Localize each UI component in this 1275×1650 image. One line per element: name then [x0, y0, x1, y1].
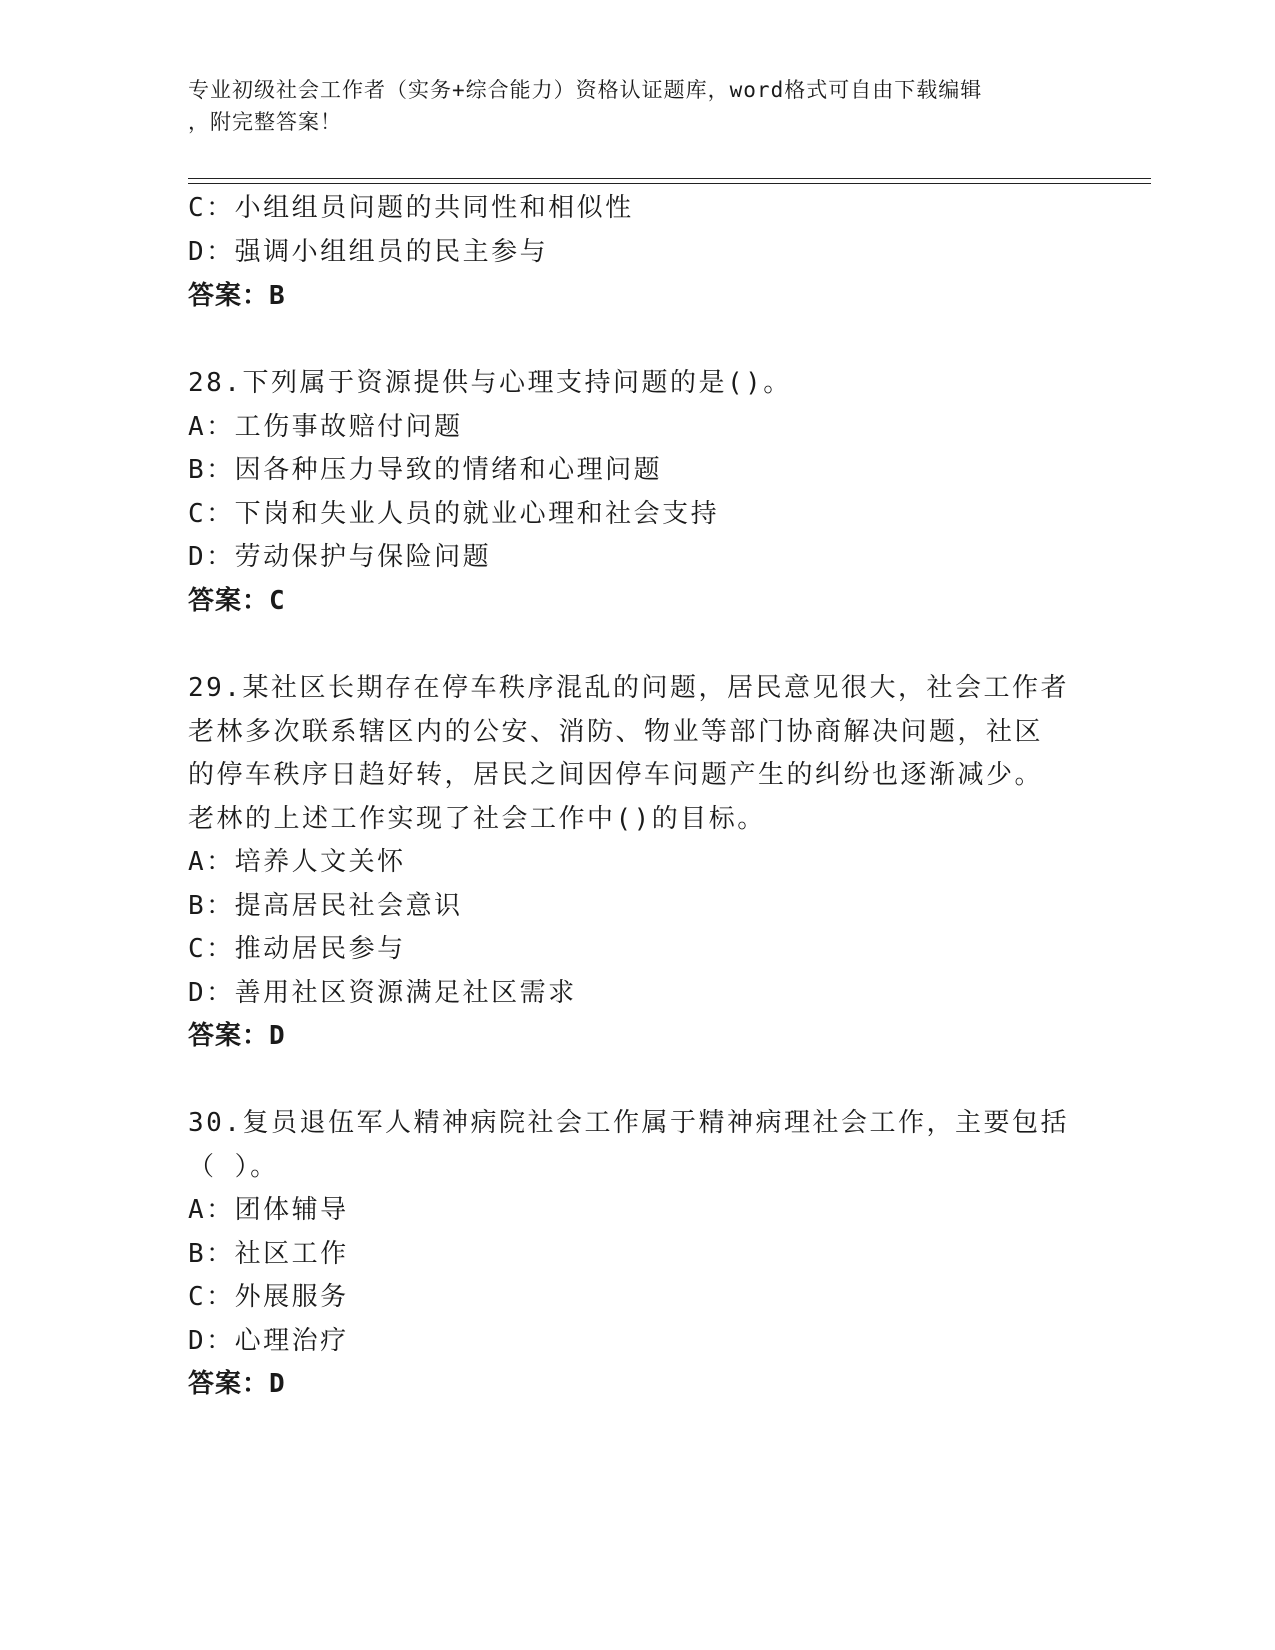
- q27-answer: 答案：B: [188, 281, 286, 311]
- q30-stem-line-2: （ ）。: [188, 1152, 279, 1182]
- header-line-2: ，附完整答案！: [188, 110, 342, 134]
- q28-option-c: C：下岗和失业人员的就业心理和社会支持: [188, 499, 720, 529]
- q29-stem-line-4: 老林的上述工作实现了社会工作中()的目标。: [188, 804, 766, 834]
- q30-stem-line-1: 30.复员退伍军人精神病院社会工作属于精神病理社会工作，主要包括: [188, 1108, 1069, 1138]
- q30-option-d: D：心理治疗: [188, 1326, 349, 1356]
- q28-option-b: B：因各种压力导致的情绪和心理问题: [188, 455, 663, 485]
- q28-option-d: D：劳动保护与保险问题: [188, 542, 492, 572]
- q28-answer: 答案：C: [188, 586, 286, 616]
- q29-stem-line-2: 老林多次联系辖区内的公安、消防、物业等部门协商解决问题，社区: [188, 717, 1044, 747]
- q28-option-a: A：工伤事故赔付问题: [188, 412, 463, 442]
- q30-option-c: C：外展服务: [188, 1282, 349, 1312]
- header-rule-top: [188, 178, 1151, 179]
- document-header: [188, 74, 1088, 138]
- q29-stem-line-1: 29.某社区长期存在停车秩序混乱的问题，居民意见很大，社会工作者: [188, 673, 1069, 703]
- q27-option-c: C：小组组员问题的共同性和相似性: [188, 193, 634, 223]
- q30-option-b: B：社区工作: [188, 1239, 349, 1269]
- q29-answer: 答案：D: [188, 1021, 286, 1051]
- q29-stem-line-3: 的停车秩序日趋好转，居民之间因停车问题产生的纠纷也逐渐减少。: [188, 760, 1044, 790]
- header-rule-bottom: [188, 183, 1151, 184]
- q28-stem: 28.下列属于资源提供与心理支持问题的是()。: [188, 368, 792, 398]
- q30-answer: 答案：D: [188, 1369, 286, 1399]
- q30-option-a: A：团体辅导: [188, 1195, 349, 1225]
- header-line-1: 专业初级社会工作者（实务+综合能力）资格认证题库，word格式可自由下载编辑: [188, 78, 983, 102]
- q29-option-d: D：善用社区资源满足社区需求: [188, 978, 577, 1008]
- q27-option-d: D：强调小组组员的民主参与: [188, 237, 549, 267]
- q29-option-a: A：培养人文关怀: [188, 847, 406, 877]
- q29-option-c: C：推动居民参与: [188, 934, 406, 964]
- q29-option-b: B：提高居民社会意识: [188, 891, 463, 921]
